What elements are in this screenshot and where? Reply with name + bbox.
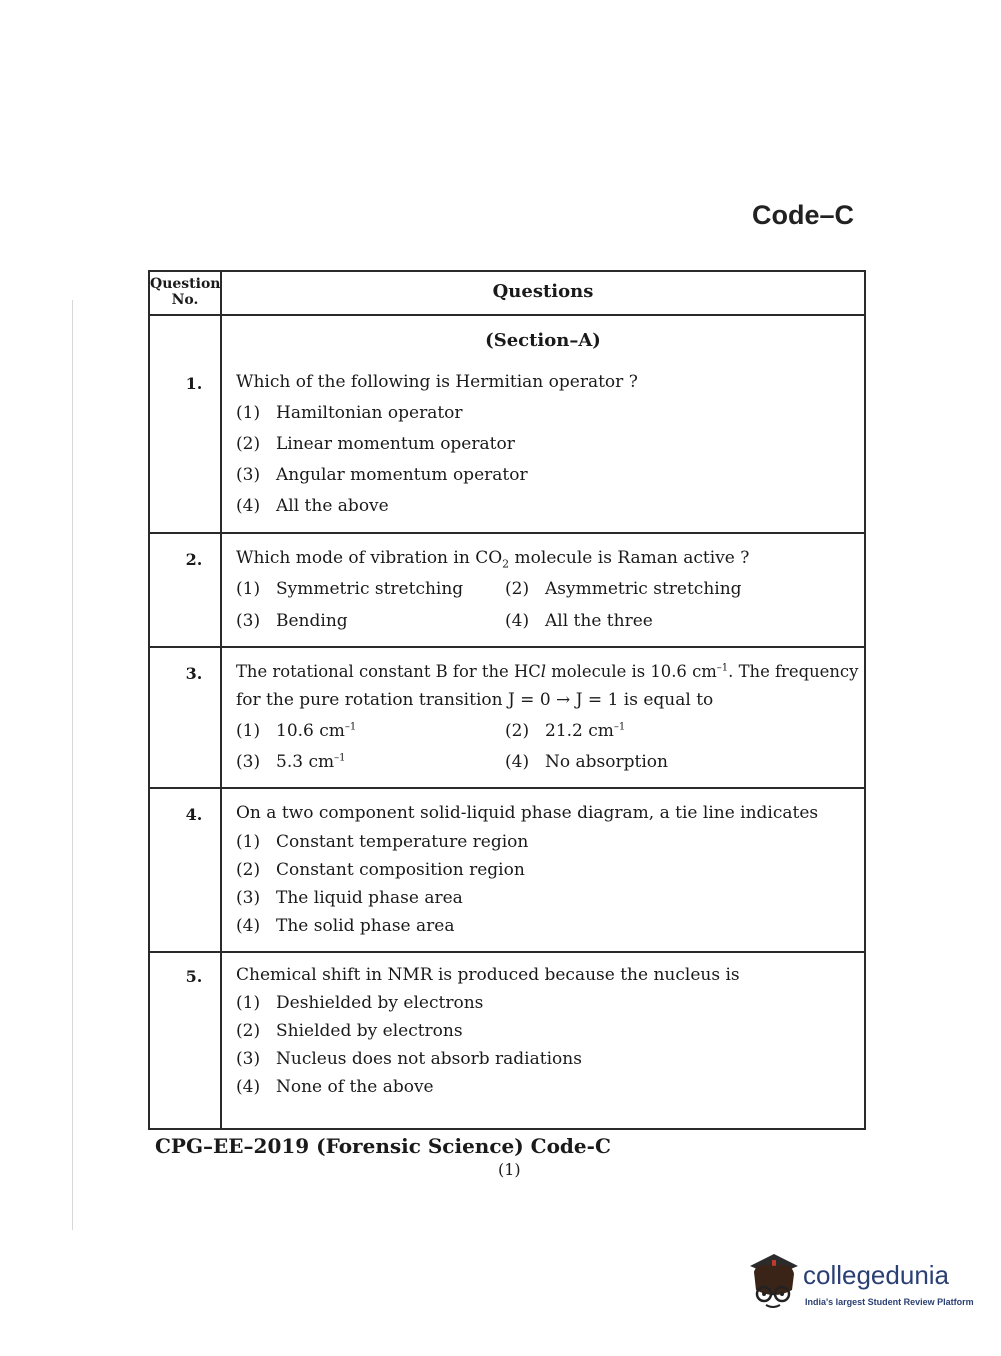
option: (1) Constant temperature region bbox=[236, 832, 529, 852]
option: (1) 10.6 $cm^{-1}$ bbox=[236, 721, 357, 741]
brand-tagline: India's largest Student Review Platform bbox=[805, 1297, 974, 1307]
option: (3) Bending bbox=[236, 611, 348, 631]
option: (4) None of the above bbox=[236, 1077, 434, 1097]
option: (2) Linear momentum operator bbox=[236, 434, 515, 454]
option: (4) All the above bbox=[236, 496, 389, 516]
question-text: On a two component solid-liquid phase diagram, a tie line indicates bbox=[236, 803, 819, 823]
section-title: (Section–A) bbox=[485, 330, 601, 351]
question-number: 1. bbox=[185, 374, 203, 393]
column-divider bbox=[220, 272, 222, 1128]
option: (1) Symmetric stretching bbox=[236, 579, 464, 599]
option: (3) 5.3 $cm^{-1}$ bbox=[236, 752, 346, 772]
header-divider bbox=[150, 314, 864, 316]
question-number: 3. bbox=[185, 664, 203, 683]
question-text-line2: for the pure rotation transition J = 0 → J = 1 is equal to bbox=[236, 690, 714, 710]
row-divider bbox=[150, 532, 864, 534]
code-label: Code–C bbox=[752, 200, 855, 230]
page-number: (1) bbox=[498, 1160, 521, 1179]
option: (2) 21.2 $cm^{-1}$ bbox=[505, 721, 626, 741]
header-questions: Questions bbox=[492, 281, 594, 302]
option: (1) Deshielded by electrons bbox=[236, 993, 484, 1013]
header-question-number: Question No. bbox=[150, 276, 221, 308]
scan-edge-line bbox=[72, 300, 73, 1230]
row-divider bbox=[150, 787, 864, 789]
question-text: Which of the following is Hermitian operator ? bbox=[236, 372, 638, 392]
row-divider bbox=[150, 646, 864, 648]
question-text: The rotational constant B for the HCl molecule is 10.6 $cm^{-1}$. The frequency bbox=[236, 662, 859, 681]
question-number: 4. bbox=[185, 805, 203, 824]
option: (3) Nucleus does not absorb radiations bbox=[236, 1049, 582, 1069]
option: (4) No absorption bbox=[505, 752, 668, 772]
footer-code: CPG–EE–2019 (Forensic Science) Code-C bbox=[155, 1134, 611, 1158]
question-text: Which mode of vibration in $CO_2$ molecule is Raman active ? bbox=[236, 548, 750, 571]
option: (2) Asymmetric stretching bbox=[505, 579, 742, 599]
question-number: 5. bbox=[185, 967, 203, 986]
option: (1) Hamiltonian operator bbox=[236, 403, 463, 423]
question-number: 2. bbox=[185, 550, 203, 569]
option: (4) The solid phase area bbox=[236, 916, 455, 936]
collegedunia-logo-icon bbox=[744, 1250, 802, 1310]
brand-name: collegedunia bbox=[803, 1260, 950, 1290]
option: (2) Shielded by electrons bbox=[236, 1021, 463, 1041]
row-divider bbox=[150, 951, 864, 953]
question-table bbox=[148, 270, 866, 1130]
option: (3) The liquid phase area bbox=[236, 888, 463, 908]
option: (3) Angular momentum operator bbox=[236, 465, 528, 485]
option: (2) Constant composition region bbox=[236, 860, 525, 880]
question-text: Chemical shift in NMR is produced because the nucleus is bbox=[236, 965, 740, 985]
option: (4) All the three bbox=[505, 611, 653, 631]
